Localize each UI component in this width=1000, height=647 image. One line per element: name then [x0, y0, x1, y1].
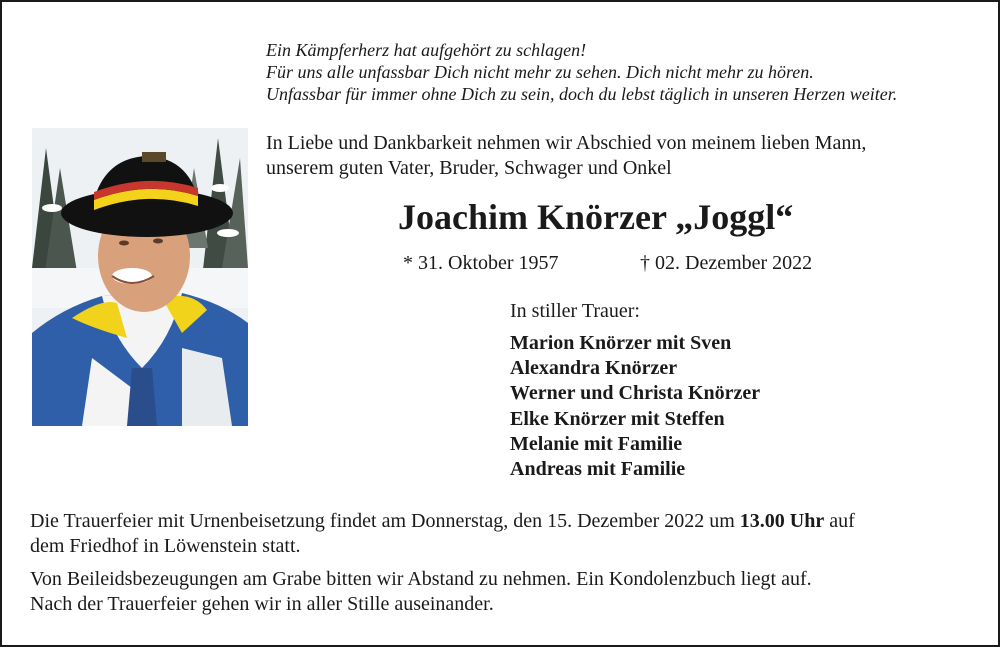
portrait-photo: [32, 128, 248, 426]
mourner-name: Andreas mit Familie: [510, 458, 686, 481]
death-date: † 02. Dezember 2022: [640, 252, 813, 274]
mourner-name: Melanie mit Familie: [510, 432, 683, 455]
additional-notes: [30, 567, 812, 617]
service-line: [30, 509, 855, 534]
mourner-name: Elke Knörzer mit Steffen: [510, 407, 725, 430]
quote-line: Ein Kämpferherz hat aufgehört zu schlagen!: [266, 40, 587, 60]
intro-line: unserem guten Vater, Bruder, Schwager und Onkel: [266, 157, 672, 179]
note-line: Von Beileidsbezeugungen am Grabe bitten wir Abstand zu nehmen. Ein Kondolenzbuch liegt auf.: [30, 568, 812, 590]
farewell-intro: [266, 131, 866, 181]
service-time: 13.00 Uhr: [739, 510, 825, 532]
note-line: Nach der Trauerfeier gehen wir in aller Stille auseinander.: [30, 593, 494, 615]
mourner-name: Alexandra Knörzer: [510, 357, 678, 380]
intro-line: In Liebe und Dankbarkeit nehmen wir Abschied von meinem lieben Mann,: [266, 132, 867, 154]
mourners-list: [510, 331, 760, 482]
quote-line: Unfassbar für immer ohne Dich zu sein, doch du lebst täglich in unseren Herzen weiter.: [266, 84, 898, 104]
service-location: dem Friedhof in Löwenstein statt.: [30, 535, 301, 557]
birth-date: * 31. Oktober 1957: [403, 252, 559, 274]
deceased-name: Joachim Knörzer „Joggl“: [398, 197, 794, 237]
mourning-label: In stiller Trauer:: [510, 300, 640, 322]
service-text: Die Trauerfeier mit Urnenbeisetzung findet am Donnerstag, den 15. Dezember 2022 um: [30, 510, 740, 532]
quote-line: Für uns alle unfassbar Dich nicht mehr zu sehen. Dich nicht mehr zu hören.: [266, 62, 814, 82]
memorial-quote: [266, 39, 897, 105]
mourner-name: Marion Knörzer mit Sven: [510, 332, 732, 354]
service-text-end: auf: [824, 510, 855, 532]
mourner-name: Werner und Christa Knörzer: [510, 382, 761, 405]
portrait-illustration: [32, 128, 248, 426]
service-info: [30, 509, 855, 559]
